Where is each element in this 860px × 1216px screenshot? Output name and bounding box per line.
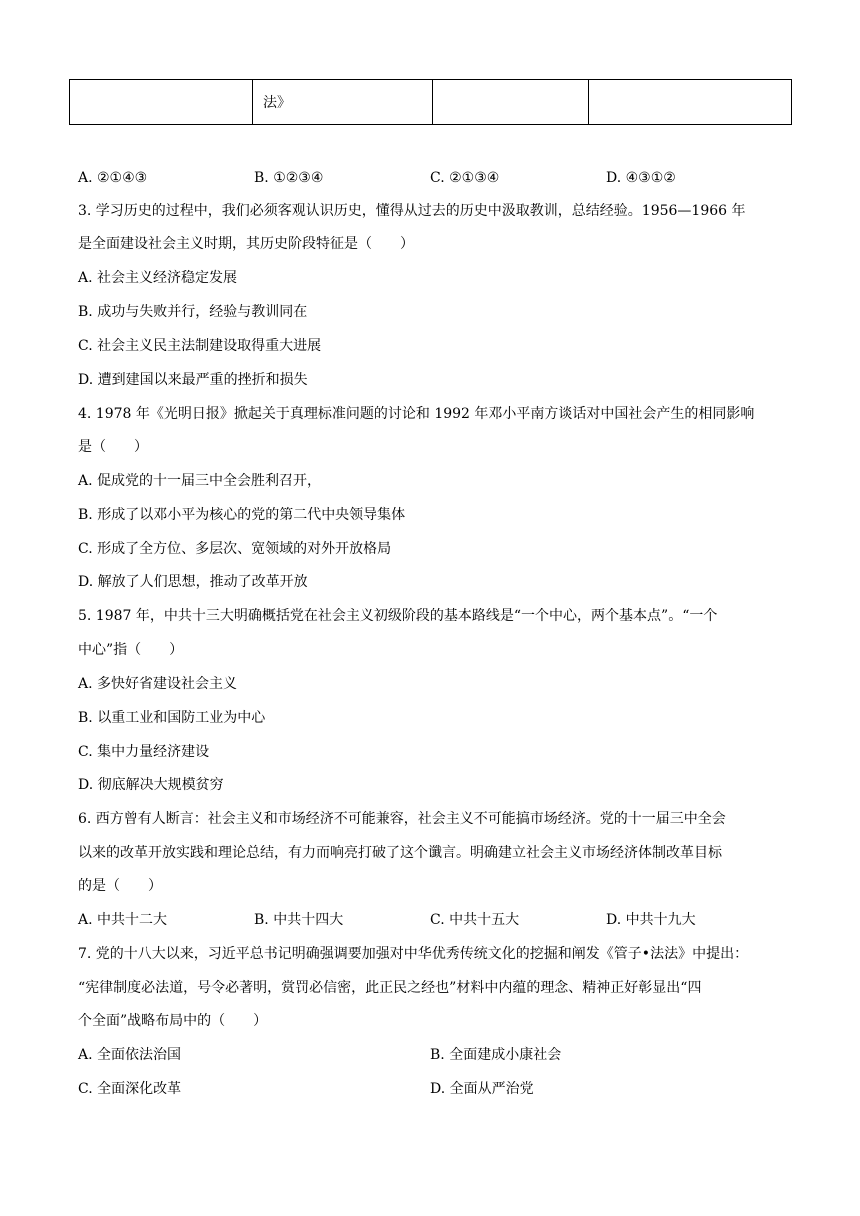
option-b[interactable]: B. ①②③④ [254, 170, 324, 186]
question-stem: 3. 学习历史的过程中，我们必须客观认识历史，懂得从过去的历史中汲取教训，总结经验。1956—1966 年 [78, 203, 746, 219]
option-d[interactable]: D. ④③①② [606, 170, 676, 186]
table-row [70, 80, 792, 125]
question-stem: 5. 1987 年，中共十三大明确概括党在社会主义初级阶段的基本路线是“一个中心，两个基本点”。“一个 [78, 608, 718, 624]
option-b[interactable]: B. 中共十四大 [254, 912, 344, 928]
question-stem: 中心”指（ ） [78, 642, 184, 658]
question-stem: 是（ ） [78, 439, 148, 455]
option-c[interactable]: C. 形成了全方位、多层次、宽领域的对外开放格局 [78, 541, 392, 557]
q7-options-row2 [0, 1079, 860, 1099]
question-stem: 7. 党的十八大以来，习近平总书记明确强调要加强对中华优秀传统文化的挖掘和阐发《管子•法法》中提出： [78, 946, 749, 962]
table-cell [70, 80, 253, 125]
option-a[interactable]: A. 中共十二大 [78, 912, 168, 928]
option-a[interactable]: A. 促成党的十一届三中全会胜利召开， [78, 473, 322, 489]
table-cell: 法》 [253, 80, 433, 125]
question-stem: 6. 西方曾有人断言：社会主义和市场经济不可能兼容，社会主义不可能搞市场经济。党的十一届三中全会 [78, 811, 726, 827]
option-a[interactable]: A. 多快好省建设社会主义 [78, 676, 238, 692]
option-b[interactable]: B. 成功与失败并行，经验与教训同在 [78, 304, 308, 320]
q7-options-row1 [0, 1045, 860, 1065]
table-cell [589, 80, 792, 125]
option-d[interactable]: D. 遭到建国以来最严重的挫折和损失 [78, 372, 308, 388]
option-c[interactable]: C. 全面深化改革 [78, 1081, 182, 1097]
option-d[interactable]: D. 解放了人们思想，推动了改革开放 [78, 574, 308, 590]
option-c[interactable]: C. 集中力量经济建设 [78, 744, 210, 760]
question-stem: 4. 1978 年《光明日报》掀起关于真理标准问题的讨论和 1992 年邓小平南方谈话对中国社会产生的相同影响 [78, 406, 755, 422]
option-b[interactable]: B. 全面建成小康社会 [430, 1047, 562, 1063]
table-cell [433, 80, 589, 125]
option-c[interactable]: C. 社会主义民主法制建设取得重大进展 [78, 338, 322, 354]
option-c[interactable]: C. ②①③④ [430, 170, 500, 186]
option-a[interactable]: A. 社会主义经济稳定发展 [78, 270, 238, 286]
question-stem: 是全面建设社会主义时期，其历史阶段特征是（ ） [78, 236, 414, 252]
question-stem: 的是（ ） [78, 878, 162, 894]
option-a[interactable]: A. ②①④③ [78, 170, 148, 186]
question-stem: 以来的改革开放实践和理论总结，有力而响亮打破了这个谶言。明确建立社会主义市场经济体制改革目标 [78, 845, 722, 861]
option-d[interactable]: D. 彻底解决大规模贫穷 [78, 777, 224, 793]
question-stem: “宪律制度必法道，号令必著明，赏罚必信密，此正民之经也”材料中内蕴的理念、精神正好彰显出“四 [78, 980, 702, 996]
option-b[interactable]: B. 以重工业和国防工业为中心 [78, 710, 266, 726]
q6-options [0, 910, 860, 930]
answer-table [69, 79, 792, 125]
option-c[interactable]: C. 中共十五大 [430, 912, 520, 928]
question-stem: 个全面”战略布局中的（ ） [78, 1013, 268, 1029]
option-d[interactable]: D. 全面从严治党 [430, 1081, 534, 1097]
option-a[interactable]: A. 全面依法治国 [78, 1047, 182, 1063]
q2-options [0, 168, 860, 188]
option-b[interactable]: B. 形成了以邓小平为核心的党的第二代中央领导集体 [78, 507, 406, 523]
option-d[interactable]: D. 中共十九大 [606, 912, 696, 928]
